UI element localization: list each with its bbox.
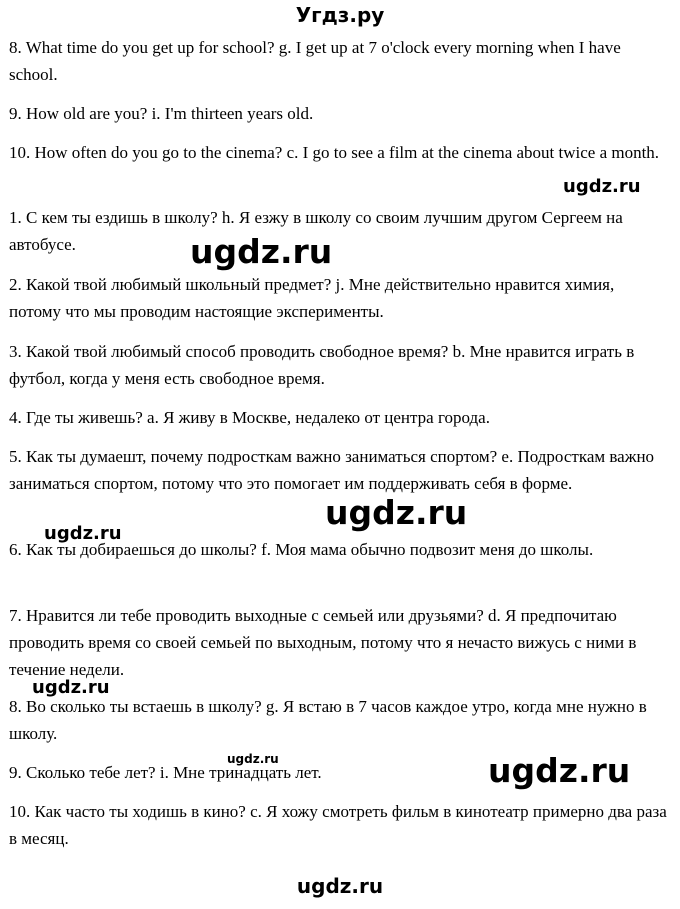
watermark: ugdz.ru bbox=[488, 751, 631, 790]
watermark: ugdz.ru bbox=[44, 523, 122, 544]
site-footer: ugdz.ru bbox=[296, 874, 384, 898]
answer-paragraph: 6. Как ты добираешься до школы? f. Моя мама обычно подвозит меня до школы. bbox=[9, 540, 594, 559]
answer-paragraph: 10. Как часто ты ходишь в кино? с. Я хожу смотреть фильм в кинотеатр примерно два раза в месяц. bbox=[9, 802, 667, 848]
answer-paragraph: 8. What time do you get up for school? g. I get up at 7 o'clock every morning when I have school. bbox=[9, 38, 621, 84]
answer-paragraph: 9. How old are you? i. I'm thirteen years old. bbox=[9, 104, 314, 123]
watermark: ugdz.ru bbox=[227, 752, 279, 766]
watermark: ugdz.ru bbox=[325, 493, 468, 532]
answer-paragraph: 5. Как ты думаешт, почему подросткам важно заниматься спортом? е. Подросткам важно заниматься спортом, потому что это помогает им поддерживать себя в форме. bbox=[9, 447, 655, 493]
answer-paragraph: 2. Какой твой любимый школьный предмет? j. Мне действительно нравится химия, потому что мы проводим настоящие эксперименты. bbox=[9, 275, 615, 321]
answer-paragraph: 1. С кем ты ездишь в школу? h. Я езжу в школу со своим лучшим другом Сергеем на автобусе. bbox=[9, 208, 623, 254]
watermark: ugdz.ru bbox=[190, 232, 333, 271]
answer-paragraph: 3. Какой твой любимый способ проводить свободное время? b. Мне нравится играть в футбол, когда у меня есть свободное время. bbox=[9, 342, 635, 388]
answer-paragraph: 9. Сколько тебе лет? i. Мне тринадцать лет. bbox=[9, 763, 322, 782]
answer-paragraph: 4. Где ты живешь? а. Я живу в Москве, недалеко от центра города. bbox=[9, 408, 490, 427]
answer-paragraph: 8. Во сколько ты встаешь в школу? g. Я встаю в 7 часов каждое утро, когда мне нужно в школу. bbox=[9, 697, 647, 743]
answer-paragraph: 10. How often do you go to the cinema? c. I go to see a film at the cinema about twice a month. bbox=[9, 143, 660, 162]
site-header: Угдз.ру bbox=[295, 3, 385, 27]
watermark: ugdz.ru bbox=[563, 176, 641, 197]
watermark: ugdz.ru bbox=[32, 677, 110, 698]
answer-paragraph: 7. Нравится ли тебе проводить выходные с семьей или друзьями? d. Я предпочитаю проводить время со своей семьей по выходным, потому что я нечасто вижусь с ними в течение недели. bbox=[9, 606, 637, 679]
